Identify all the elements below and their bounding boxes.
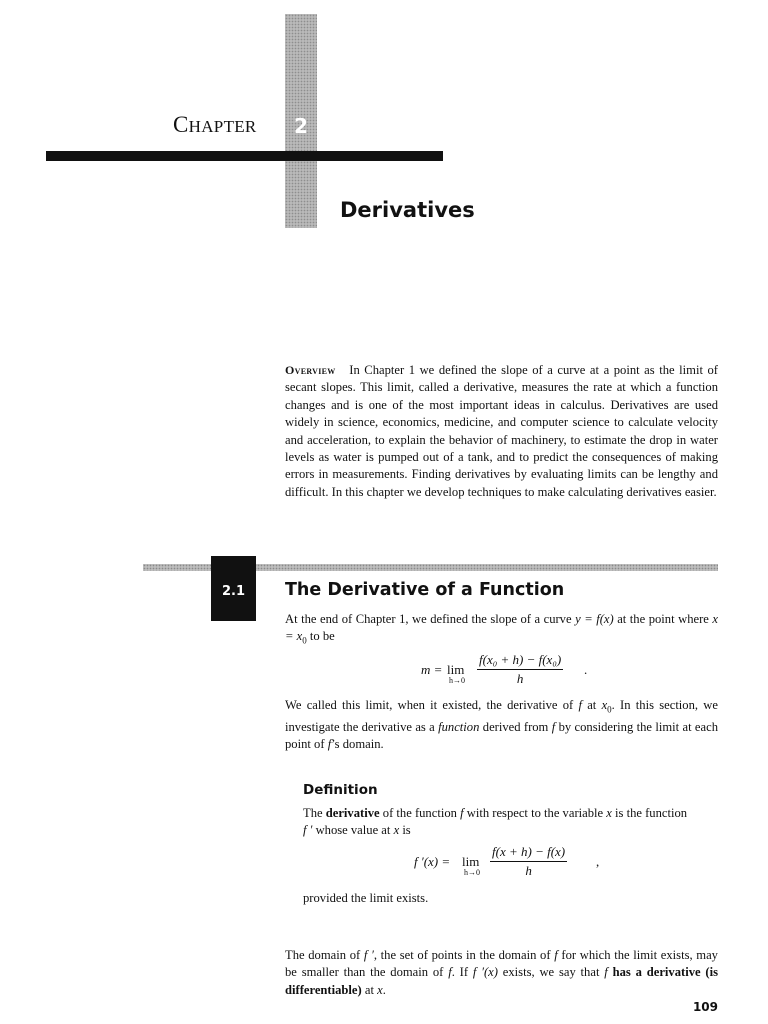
equation-numerator: f(x + h) − f(x) (490, 844, 567, 862)
definition-proviso: provided the limit exists. (303, 891, 429, 905)
definition-text: The derivative of the function f with respect to the variable x is the function f ′ whose value at x is (303, 806, 688, 838)
equation-lhs: f ′(x) = (414, 854, 451, 869)
overview-text: In Chapter 1 we defined the slope of a curve at a point as the limit of secant slopes. This limit, called a derivative, measures the rate at which a function changes and is one of the most important ideas in calculus. Derivatives are used widely in science, economics, medicine, and computer science to calculate velocity and acceleration, to explain the behavior of machinery, to estimate the drop in water levels as water is pumped out of a tank, and to predict the consequences of making errors in measurements. Finding derivatives by evaluating limits can be lengthy and difficult. In this chapter we develop techniques to make calculating derivatives easier. (285, 363, 718, 499)
equation-trailing-punct: . (584, 662, 588, 677)
equation-lhs: m = (421, 662, 443, 677)
section-number: 2.1 (221, 584, 246, 599)
equation-derivative-definition (414, 844, 714, 880)
chapter-label-rest: HAPTER (188, 117, 257, 136)
equation-denominator: h (516, 671, 524, 686)
section-number-box (211, 556, 256, 621)
section-title: The Derivative of a Function (285, 580, 565, 600)
equation-trailing-punct: , (596, 854, 600, 869)
equation-fraction (477, 652, 563, 687)
equation-slope-limit (421, 652, 721, 688)
equation-fraction (490, 844, 567, 879)
chapter-label (173, 112, 257, 138)
equation-lim: lim (447, 662, 465, 677)
chapter-rule (46, 151, 443, 161)
equation-numerator: f(x₀ + h) − f(x₀) (477, 652, 563, 670)
paragraph-domain: The domain of f ′, the set of points in the domain of f for which the limit exists, may be smaller than the domain of f. If f ′(x) exists, we say that f has a derivative (is differentiable) at x. (285, 948, 719, 997)
equation-lim-subscript: h→0 (464, 868, 480, 877)
equation-denominator: h (525, 863, 532, 878)
overview-paragraph (285, 362, 718, 501)
chapter-title: Derivatives (340, 198, 475, 222)
equation-lim-subscript: h→0 (449, 676, 465, 685)
paragraph-derivative-function: We called this limit, when it existed, the derivative of f at $x_0$. In this section, we investigate the derivative as a function derived from f by considering the limit at each point of f’s domain. (285, 698, 718, 752)
chapter-number: 2 (294, 114, 308, 138)
equation-lim: lim (462, 854, 480, 869)
page-number: 109 (692, 1000, 718, 1014)
overview-label: Overview (285, 363, 336, 377)
paragraph-intro: At the end of Chapter 1, we defined the slope of a curve y = f(x) at the point where $x = x_0$ to be (285, 612, 718, 646)
definition-heading: Definition (303, 782, 378, 798)
chapter-label-initial: C (173, 112, 189, 137)
